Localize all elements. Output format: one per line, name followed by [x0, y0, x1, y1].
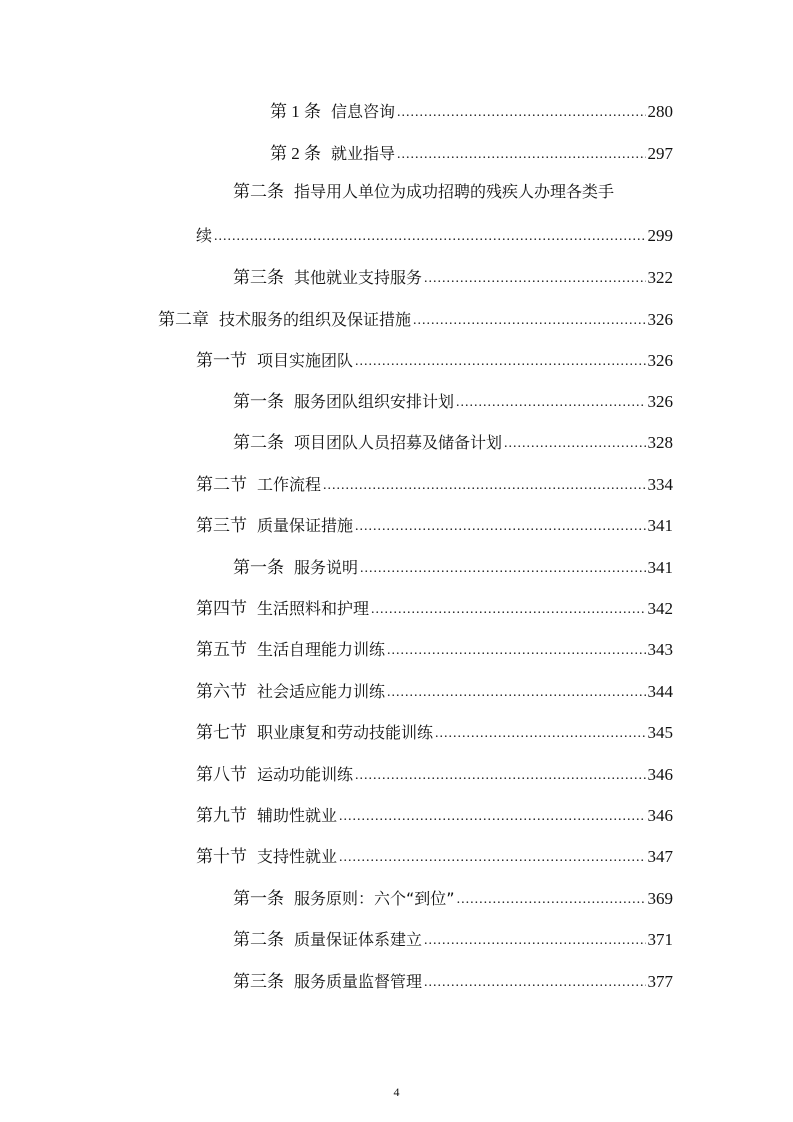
toc-entry[interactable]: [196, 634, 673, 660]
toc-entry-number: 第一节: [196, 351, 247, 370]
toc-entry-title-continuation: 续: [196, 226, 213, 245]
toc-entry-number: 第七节: [196, 723, 247, 742]
toc-entry[interactable]: [196, 510, 673, 536]
toc-entry-title: 技术服务的组织及保证措施: [219, 310, 412, 329]
toc-entry[interactable]: [196, 841, 673, 867]
toc-entry[interactable]: [233, 386, 673, 412]
dot-leader: [355, 767, 645, 785]
toc-entry-number: 第四节: [196, 599, 247, 618]
toc-entry[interactable]: [196, 345, 673, 371]
toc-entry-title: 服务团队组织安排计划: [294, 392, 455, 411]
toc-entry[interactable]: [196, 759, 673, 785]
toc-entry-title: 指导用人单位为成功招聘的残疾人办理各类手: [294, 182, 615, 201]
toc-entry-page: 326: [647, 392, 673, 411]
dot-leader: [457, 891, 646, 909]
toc-entry-title: 信息咨询: [331, 102, 396, 121]
toc-entry-page: 299: [647, 226, 673, 245]
toc-entry[interactable]: [196, 717, 673, 743]
toc-entry-page: 369: [647, 889, 673, 908]
toc-entry-page: 328: [647, 433, 673, 452]
toc-entry-number: 第二条: [233, 182, 284, 201]
toc-entry-number: 第三节: [196, 516, 247, 535]
toc-entry-page: 371: [647, 930, 673, 949]
dot-leader: [456, 394, 645, 412]
dot-leader: [323, 477, 645, 495]
toc-entry-number: 第五节: [196, 640, 247, 659]
toc-entry-title: 质量保证措施: [257, 516, 354, 535]
toc-entry[interactable]: [233, 552, 673, 578]
toc-entry-title: 支持性就业: [257, 847, 338, 866]
toc-entry[interactable]: [158, 304, 673, 330]
dot-leader: [504, 435, 645, 453]
toc-entry-title: 生活自理能力训练: [257, 640, 386, 659]
toc-entry[interactable]: [196, 469, 673, 495]
toc-entry-page: 326: [647, 351, 673, 370]
toc-entry-number: 第二节: [196, 475, 247, 494]
toc-entry-number: 第 1 条: [270, 102, 321, 121]
toc-entry-continuation[interactable]: [196, 220, 673, 246]
toc-entry-title: 其他就业支持服务: [294, 268, 423, 287]
toc-entry-title: 服务说明: [294, 558, 359, 577]
dot-leader: [355, 353, 645, 371]
toc-entry[interactable]: [196, 676, 673, 702]
toc-entry[interactable]: [233, 924, 673, 950]
toc-entry[interactable]: [196, 800, 673, 826]
toc-entry[interactable]: [233, 427, 673, 453]
toc-entry-number: 第二章: [158, 310, 209, 329]
toc-entry-page: 341: [647, 516, 673, 535]
toc-entry-title: 项目实施团队: [257, 351, 354, 370]
toc-entry[interactable]: [233, 966, 673, 992]
toc-entry-number: 第六节: [196, 682, 247, 701]
toc-entry-title: 运动功能训练: [257, 765, 354, 784]
toc-entry-page: 326: [647, 310, 673, 329]
toc-entry[interactable]: [196, 593, 673, 619]
toc-entry-number: 第一条: [233, 392, 284, 411]
dot-leader: [435, 725, 645, 743]
toc-entry[interactable]: [270, 138, 673, 164]
toc-entry-number: 第一条: [233, 889, 284, 908]
toc-entry-number: 第二条: [233, 930, 284, 949]
toc-entry-page: 342: [647, 599, 673, 618]
toc-entry-number: 第 2 条: [270, 144, 321, 163]
toc-entry-title: 辅助性就业: [257, 806, 338, 825]
dot-leader: [397, 104, 645, 122]
page-number: 4: [393, 1085, 400, 1099]
toc-entry-title: 社会适应能力训练: [257, 682, 386, 701]
toc-entry-number: 第三条: [233, 268, 284, 287]
dot-leader: [387, 684, 645, 702]
toc-entry-title: 服务原则：六个“到位”: [294, 889, 455, 908]
toc-entry-page: 377: [647, 972, 673, 991]
toc-entry-page: 345: [647, 723, 673, 742]
dot-leader: [397, 146, 645, 164]
toc-entry-page: 280: [647, 102, 673, 121]
dot-leader: [339, 849, 645, 867]
dot-leader: [214, 228, 645, 246]
toc-entry-page: 334: [647, 475, 673, 494]
toc-entry-number: 第一条: [233, 558, 284, 577]
toc-entry-number: 第九节: [196, 806, 247, 825]
toc-entry-page: 347: [647, 847, 673, 866]
dot-leader: [424, 974, 645, 992]
dot-leader: [413, 312, 645, 330]
dot-leader: [387, 642, 645, 660]
toc-entry-number: 第十节: [196, 847, 247, 866]
dot-leader: [339, 808, 645, 826]
dot-leader: [424, 932, 645, 950]
toc-entry-number: 第八节: [196, 765, 247, 784]
dot-leader: [360, 560, 645, 578]
toc-entry-number: 第二条: [233, 433, 284, 452]
toc-entry[interactable]: [233, 883, 673, 909]
dot-leader: [355, 518, 645, 536]
toc-entry-number: 第三条: [233, 972, 284, 991]
dot-leader: [371, 601, 645, 619]
toc-entry-page: 346: [647, 765, 673, 784]
toc-entry-page: 346: [647, 806, 673, 825]
toc-entry-title: 项目团队人员招募及储备计划: [294, 433, 503, 452]
toc-entry-title: 质量保证体系建立: [294, 930, 423, 949]
toc-entry-title: 职业康复和劳动技能训练: [257, 723, 434, 742]
toc-entry-title: 工作流程: [257, 475, 322, 494]
toc-entry-page: 344: [647, 682, 673, 701]
toc-entry-first-line[interactable]: [233, 182, 614, 202]
toc-entry-title: 服务质量监督管理: [294, 972, 423, 991]
toc-entry[interactable]: [233, 262, 673, 288]
toc-entry-page: 341: [647, 558, 673, 577]
toc-entry-page: 297: [647, 144, 673, 163]
toc-entry-page: 322: [647, 268, 673, 287]
toc-entry-title: 生活照料和护理: [257, 599, 370, 618]
toc-entry-title: 就业指导: [331, 144, 396, 163]
toc-entry-page: 343: [647, 640, 673, 659]
toc-entry[interactable]: [270, 96, 673, 122]
dot-leader: [424, 270, 645, 288]
